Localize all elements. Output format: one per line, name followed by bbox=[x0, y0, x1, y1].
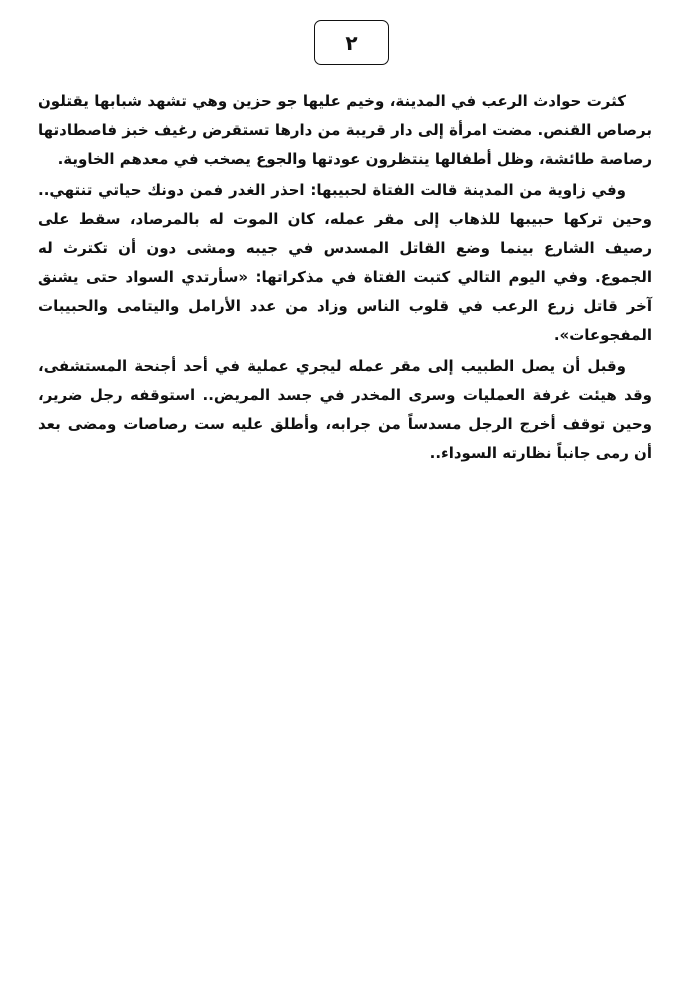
page-number-box bbox=[314, 20, 389, 65]
page-number: ٢ bbox=[345, 30, 358, 55]
paragraph-2: وفي زاوية من المدينة قالت الفتاة لحبيبها: احذر الغدر فمن دونك حياتي تنتهي.. وحين تركها حبيبها للذهاب إلى مقر عمله، كان الموت له بالمرصاد، سقط على رصيف الشارع بينما وضع القاتل المسدس في جيبه ومشى دون أن تكترث له الجموع. وفي اليوم التالي كتبت الفتاة في مذكراتها: «سأرتدي السواد حتى يشنق آخر قاتل زرع الرعب في قلوب الناس وزاد من عدد الأرامل واليتامى والحبيبات المفجوعات». bbox=[38, 181, 652, 344]
story-text bbox=[38, 87, 652, 470]
paragraph-1: كثرت حوادث الرعب في المدينة، وخيم عليها جو حزين وهي تشهد شبابها يقتلون برصاص القنص. مضت امرأة إلى دار قريبة من دارها تستقرض رغيف خبز فاصطادتها رصاصة طائشة، وظل أطفالها ينتظرون عودتها والجوع يصخب في معدهم الخاوية. bbox=[38, 92, 652, 168]
paragraph-3: وقبل أن يصل الطبيب إلى مقر عمله ليجري عملية في أحد أجنحة المستشفى، وقد هيئت غرفة العمليات وسرى المخدر في جسد المريض.. استوقفه رجل ضرير، وحين توقف أخرج الرجل مسدساً من جرابه، وأطلق عليه ست رصاصات ومضى بعد أن رمى جانباً نظارته السوداء.. bbox=[38, 357, 652, 462]
